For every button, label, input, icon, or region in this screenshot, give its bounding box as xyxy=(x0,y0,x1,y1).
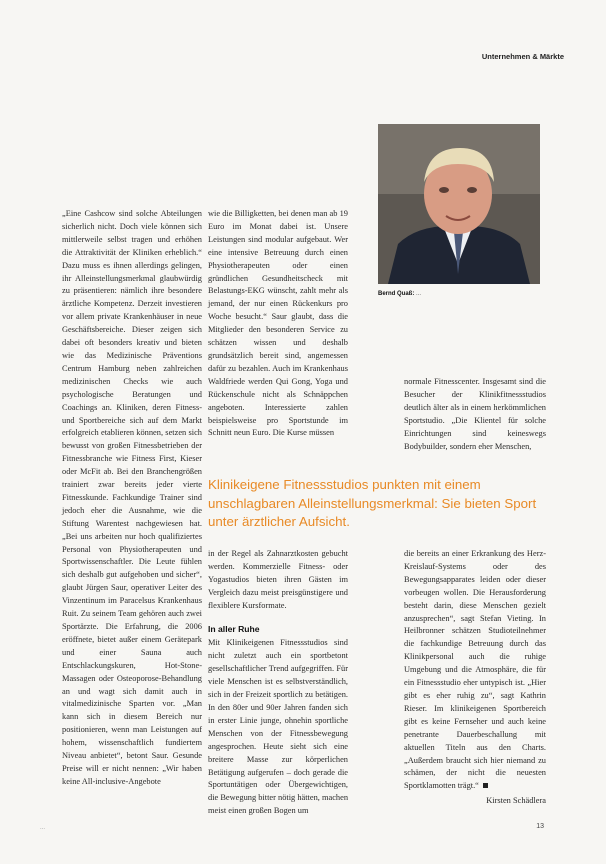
caption-name: Bernd Quaß: xyxy=(378,291,415,297)
end-of-article-mark xyxy=(483,783,488,788)
column-1 xyxy=(62,208,202,789)
page-number: 13 xyxy=(536,823,544,830)
portrait-photo xyxy=(378,124,540,284)
footer-left: ... xyxy=(40,825,46,831)
column-2-bottom-paragraph-1: in der Regel als Zahnarztkosten gebucht werden. Kommerzielle Fitness- oder Yogastudios bieten ihren Gästen im Vergleich dazu meist preisgünstigere und flexiblere Kursformate. xyxy=(208,549,348,610)
column-2-bottom-paragraph-2: Mit Klinikeigenen Fitnessstudios sind nicht zuletzt auch ein sportbetont gesellschaftlicher Trend aufgegriffen. Für viele Menschen ist es selbstverständlich, sich in der Freizeit sportlich zu betätigen. In den 80er und 90er Jahren fanden sich in erster Linie junge, ohnehin sportliche Menschen von der Fitnessbewegung angesprochen. Heute sieht sich eine breitere Masse zur körperlichen Betätigung aufgerufen – doch gerade die Sportuntätigen oder Übergewichtigen, die Bewegung bitter nötig hätten, machen meist einen großen Bogen um xyxy=(208,638,349,816)
author-byline: Kirsten Schädlera xyxy=(486,796,546,806)
column-2-top xyxy=(208,208,348,440)
column-3-top xyxy=(404,376,546,453)
column-3-top-paragraph: normale Fitnesscenter. Insgesamt sind die Besucher der Klinikfitnessstudios deutlich älter als in einem herkömmlichen Sportstudio. „Die Klientel für solche Einrichtungen sind keineswegs Bodybuilder, sondern eher Menschen, xyxy=(404,377,546,451)
column-3-bottom xyxy=(404,548,546,808)
column-2-bottom xyxy=(208,548,348,818)
portrait-image xyxy=(378,124,540,284)
pull-quote: Klinikeigene Fitnessstudios punkten mit einem unschlagbaren Alleinstellungsmerkmal: Sie bieten Sport unter ärztlicher Aufsicht. xyxy=(208,477,537,529)
caption-text: ... xyxy=(416,291,422,297)
subheading: In aller Ruhe xyxy=(208,623,260,634)
column-2-top-paragraph: wie die Billigketten, bei denen man ab 19 Euro im Monat dabei ist. Unsere Leistungen sind modular aufgebaut. Wer eine intensive Betreuung durch einen Physiotherapeuten oder einen gründlichen Gesundheitscheck mit Belastungs-EKG wünscht, zahlt mehr als jemand, der nur einen Rückenkurs pro Woche besucht.“ Saur glaubt, dass die Mitglieder den besonderen Service zu schätzen wissen und deshalb grundsätzlich bereit sind, angemessen dafür zu bezahlen. Auch im Krankenhaus Waldfriede werden Qui Gong, Yoga und Rückenschule nicht als Schnäppchen angeboten. Interessierte zahlen beispielsweise pro Sportstunde im Schnitt neun Euro. Die Kurse müssen xyxy=(208,209,348,438)
column-3-bottom-text: die bereits an einer Erkrankung des Herz-Kreislauf-Systems oder des Bewegungsapparates leiden oder dieser vorbeugen wollen. Die Herausforderung besteht darin, diese Menschen gezielt anzusprechen“, sagt Stefan Vieting. In Heilbronner schätzen Studioteilnehmer die fachkundige Betreuung durch das Klinikpersonal auch die ruhige Umgebung und die Atmosphäre, die für ein Fitnessstudio eher untypisch ist. „Hier gibt es eher ruhig zu“, sagt Kathrin Rieser. Im klinikeigenen Sportbereich gibt es keine Fernseher und auch keine penetrante Dauerbeschallung mit aktuellen Titeln aus den Charts. „Außerdem braucht sich hier niemand zu schämen, der nicht die neuesten Sportklamotten trägt.“ xyxy=(404,549,546,791)
column-1-paragraph: „Eine Cashcow sind solche Abteilungen sicherlich nicht. Doch viele können sich mittlerweile selbst tragen und erhöhen die Attraktivität der Kliniken erheblich.“ Dazu muss es ihnen allerdings gelingen, ihr Alleinstellungsmerkmal glaubwürdig zu präsentieren: nämlich ihre besondere ärztliche Kompetenz. Derzeit investieren vor allem private Krankenhäuser in neue Geschäftsbereiche. Dieser zeigen sich dabei oft besonders kreativ und bieten wie das Medizinische Präventions Centrum Hamburg neben zahlreichen medizinischen Checks wie auch psychologische Beratungen und Coachings an. Kliniken, deren Fitness- und Sportbereiche sich auf dem Markt erfolgreich etablieren können, setzen sich bewusst von großen Fitnessbetrieben der Fitnessbranche wie Fitness First, Kieser oder McFit ab. Bei den Branchengrößen trainiert zwar bereits jeder vierte Fitnesskunde. Fachkundige Trainer sind jedoch eher die Ausnahme, wie die Stiftung Warentest nachgewiesen hat. „Bei uns arbeiten nur hoch qualifiziertes Personal von Physiotherapeuten und Sportwissenschaftler. Die Leute fühlen sich deshalb gut aufgehoben und sicher“, glaubt Jürgen Saur, operativer Leiter des Vinzentinum im Paracelsus Krankenhaus Ruit. Zu seinem Team gehören auch zwei Sportärzte. Die Erfahrung, die 2006 eröffnete, bietet außer einem Gerätepark und einer Sauna auch Entschlackungskuren, Hot-Stone-Massagen oder Osteoporose-Behandlung an und wagt sich damit auch in vitalmedizinische Sparten vor. „Man kann sich in diesem Bereich nur positionieren, wenn man Leistungen auf hohem, wissenschaftlich fundiertem Niveau anbietet“, betont Saur. Gesunde Preise will er nicht nennen: „Wir haben keine All-inclusive-Angebote xyxy=(62,209,202,786)
column-3-bottom-paragraph-1 xyxy=(404,548,546,793)
section-header: Unternehmen & Märkte xyxy=(481,52,564,61)
photo-caption xyxy=(378,290,548,298)
